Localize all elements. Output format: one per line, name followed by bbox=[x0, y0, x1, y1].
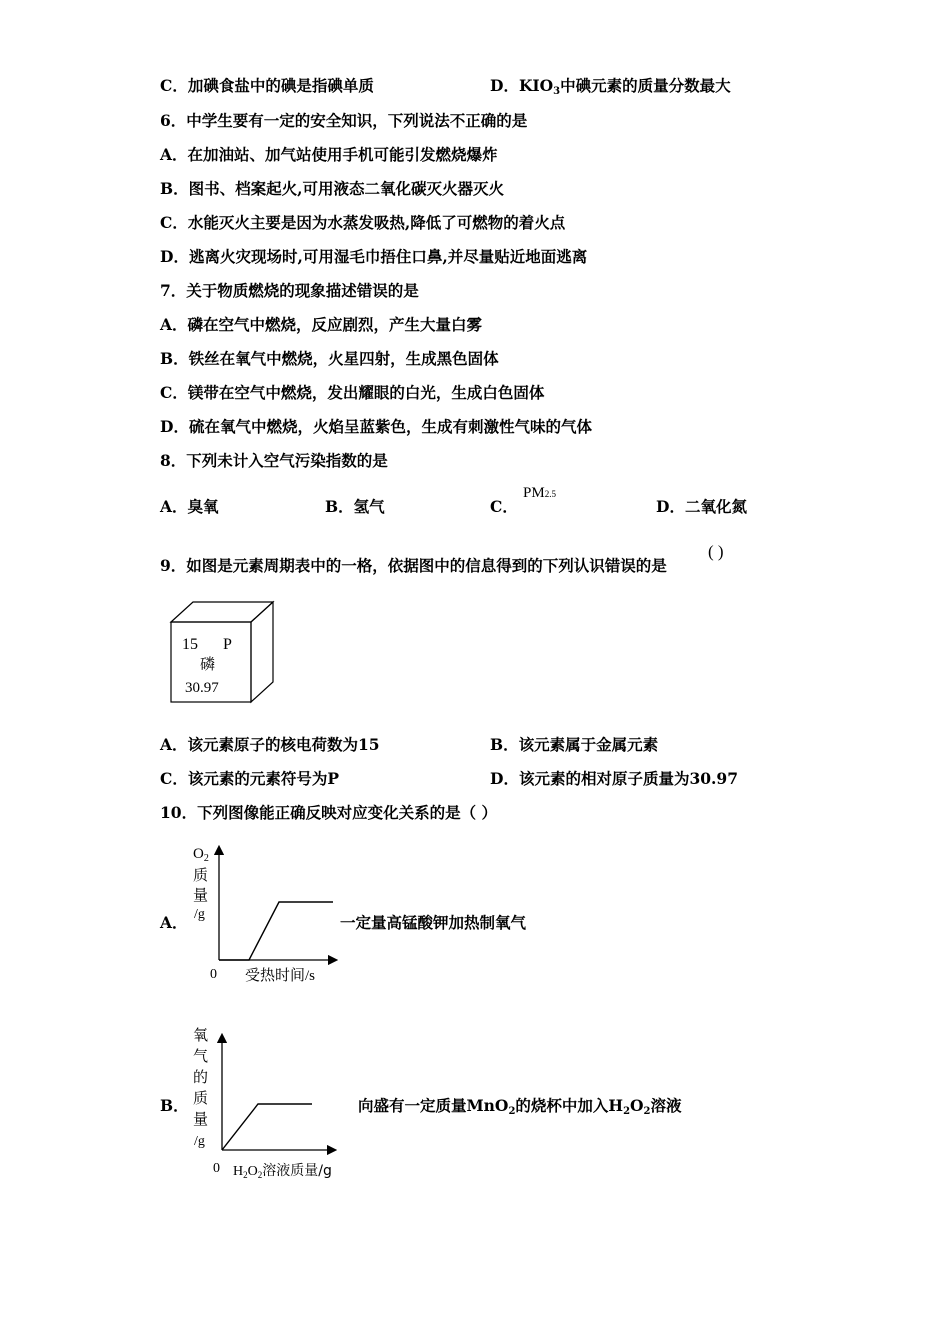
graph-a-ylabel-unit: /g bbox=[194, 907, 205, 922]
q9-option-d: D．该元素的相对原子质量为30.97 bbox=[490, 769, 738, 788]
graph-b-ylabel-3: 的 bbox=[193, 1070, 209, 1086]
q8-stem: 8．下列未计入空气污染指数的是 bbox=[160, 451, 388, 470]
graph-b-ylabel-2: 气 bbox=[193, 1049, 209, 1065]
q5-option-c: C．加碘食盐中的碘是指碘单质 bbox=[160, 76, 374, 95]
q8-option-a: A．臭氧 bbox=[160, 497, 219, 516]
graph-b-xlabel: $H_2O_2$溶液质量/g bbox=[233, 1163, 332, 1180]
q9-stem: 9．如图是元素周期表中的一格，依据图中的信息得到的下列认识错误的是 bbox=[160, 556, 667, 575]
q8-option-c: C． bbox=[490, 497, 518, 516]
graph-a bbox=[185, 838, 345, 988]
graph-b-ylabel-unit: /g bbox=[194, 1134, 205, 1149]
q9-option-c: C．该元素的元素符号为P bbox=[160, 769, 339, 788]
graph-b-origin: 0 bbox=[213, 1161, 220, 1176]
q9-option-a: A．该元素原子的核电荷数为15 bbox=[160, 735, 380, 754]
q7-option-c: C．镁带在空气中燃烧，发出耀眼的白光，生成白色固体 bbox=[160, 383, 545, 402]
cell-atomic-number: 15 bbox=[182, 636, 198, 653]
q6-option-a: A．在加油站、加气站使用手机可能引发燃烧爆炸 bbox=[160, 145, 498, 164]
q7-option-d: D．硫在氧气中燃烧，火焰呈蓝紫色，生成有刺激性气味的气体 bbox=[160, 417, 592, 436]
q9-answer-paren: ( ) bbox=[708, 542, 724, 561]
q6-stem: 6．中学生要有一定的安全知识，下列说法不正确的是 bbox=[160, 111, 528, 130]
cell-side-face bbox=[251, 602, 273, 702]
q10-option-b-label: B． bbox=[160, 1096, 189, 1115]
graph-a-ylabel-o2: $O_2$ bbox=[193, 846, 209, 864]
q7-option-a: A．磷在空气中燃烧，反应剧烈，产生大量白雾 bbox=[160, 315, 483, 334]
q6-option-c: C．水能灭火主要是因为水蒸发吸热,降低了可燃物的着火点 bbox=[160, 213, 566, 232]
cell-atomic-mass: 30.97 bbox=[185, 680, 219, 696]
graph-b bbox=[185, 1022, 360, 1187]
graph-b-ylabel-1: 氧 bbox=[193, 1028, 209, 1044]
graph-b-caption: 向盛有一定质量MnO$_2$的烧杯中加入$H_2O_2$溶液 bbox=[358, 1096, 682, 1117]
cell-top-face bbox=[171, 602, 273, 622]
q8-option-d: D．二氧化氮 bbox=[656, 497, 747, 516]
q6-option-d: D．逃离火灾现场时,可用湿毛巾捂住口鼻,并尽量贴近地面逃离 bbox=[160, 247, 588, 266]
q10-option-a-label: A． bbox=[160, 913, 188, 932]
cell-element-name: 磷 bbox=[200, 657, 216, 673]
q5-option-d: D．$KIO_3$中碘元素的质量分数最大 bbox=[490, 76, 731, 97]
graph-a-ylabel-2: 量 bbox=[193, 888, 209, 904]
q9-option-b: B．该元素属于金属元素 bbox=[490, 735, 659, 754]
graph-b-curve bbox=[222, 1104, 312, 1150]
graph-b-ylabel-4: 质 bbox=[193, 1091, 209, 1107]
graph-b-ylabel-5: 量 bbox=[193, 1112, 209, 1128]
q10-stem: 10．下列图像能正确反映对应变化关系的是（ ） bbox=[160, 803, 497, 822]
q6-option-b: B．图书、档案起火,可用液态二氧化碳灭火器灭火 bbox=[160, 179, 504, 198]
graph-a-ylabel-1: 质 bbox=[193, 868, 209, 884]
graph-a-curve bbox=[219, 902, 333, 960]
q8-option-c-pm25: PM2.5 bbox=[523, 485, 556, 501]
graph-a-caption: 一定量高锰酸钾加热制氧气 bbox=[340, 913, 527, 932]
q7-stem: 7．关于物质燃烧的现象描述错误的是 bbox=[160, 281, 419, 300]
element-cell-diagram bbox=[168, 600, 278, 706]
cell-symbol: P bbox=[223, 636, 232, 653]
graph-a-xlabel: 受热时间/s bbox=[245, 968, 316, 984]
q8-option-b: B．氢气 bbox=[325, 497, 385, 516]
q7-option-b: B．铁丝在氧气中燃烧，火星四射，生成黑色固体 bbox=[160, 349, 499, 368]
graph-a-origin: 0 bbox=[210, 967, 217, 982]
